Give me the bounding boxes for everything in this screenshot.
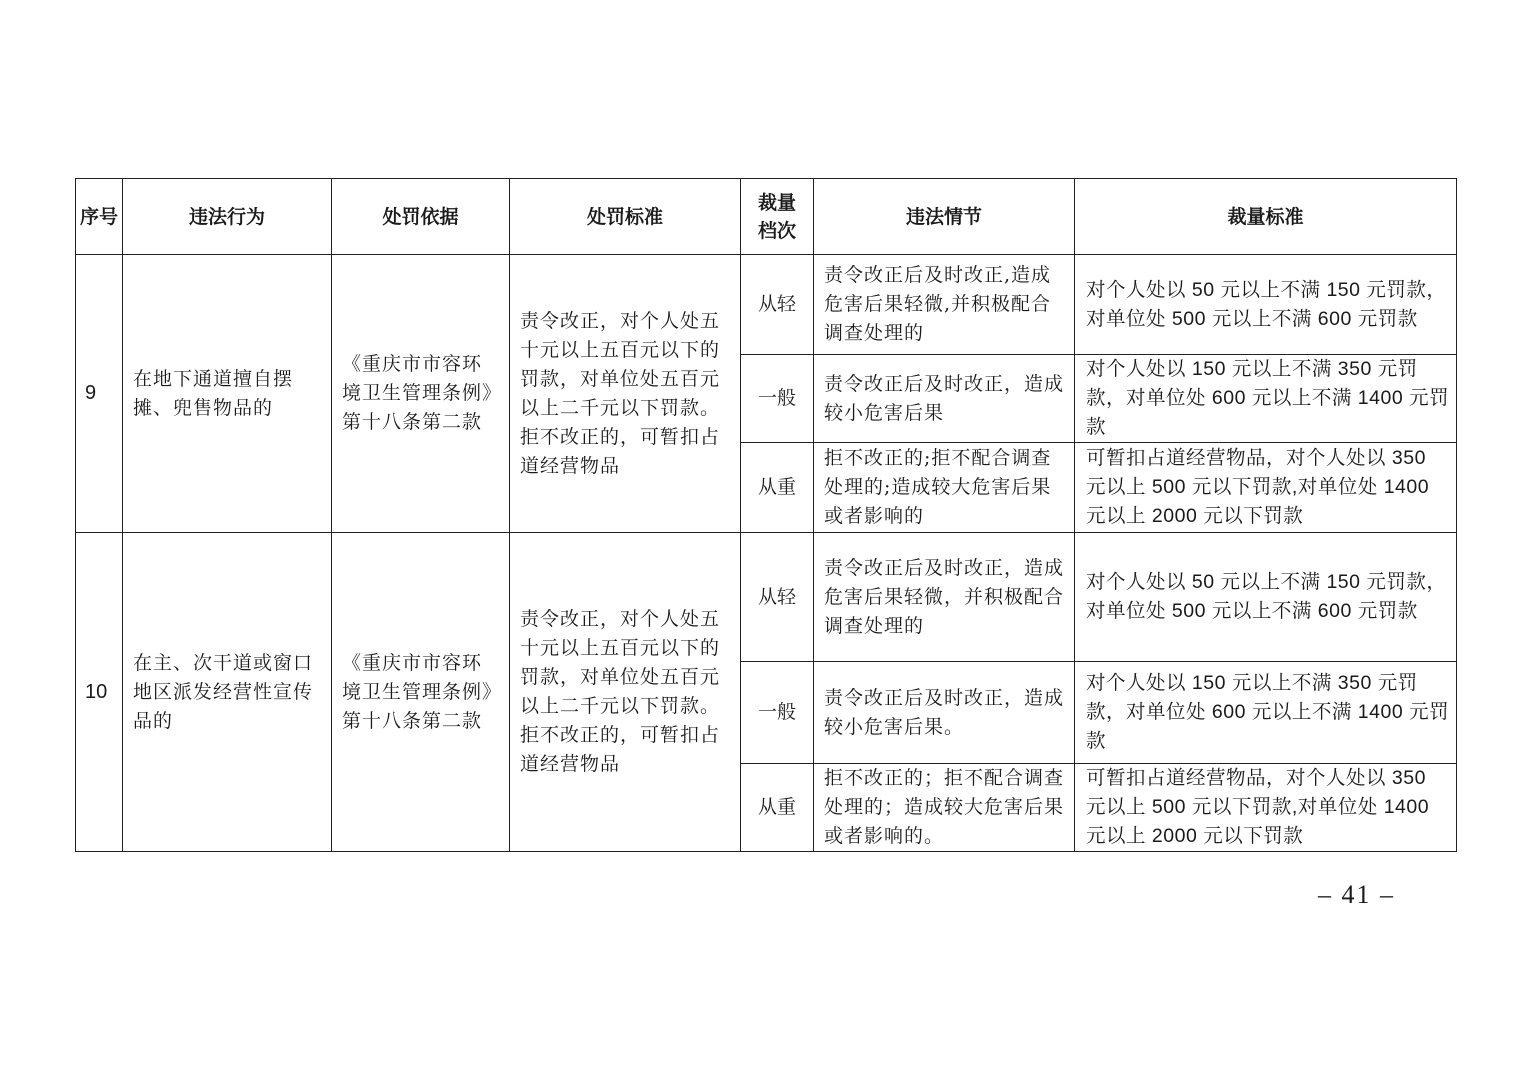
- discretion-standard-table: [75, 178, 1457, 852]
- level-label: 从重: [741, 443, 814, 533]
- discretion-cell: 可暂扣占道经营物品，对个人处以 350 元以上 500 元以下罚款,对单位处 1400 元以上 2000 元以下罚款: [1075, 443, 1457, 533]
- circumstance-cell: 责令改正后及时改正，造成较小危害后果: [814, 355, 1075, 443]
- discretion-cell: 对个人处以 150 元以上不满 350 元罚款，对单位处 600 元以上不满 1400 元罚款: [1075, 662, 1457, 764]
- circumstance-cell: 拒不改正的;拒不配合调查处理的;造成较大危害后果或者影响的: [814, 443, 1075, 533]
- header-violation: 违法行为: [123, 179, 332, 255]
- row-seq: 10: [76, 533, 123, 852]
- row-standard: 责令改正，对个人处五十元以上五百元以下的罚款，对单位处五百元以上二千元以下罚款。拒不改正的，可暂扣占道经营物品: [510, 255, 741, 533]
- row-standard: 责令改正，对个人处五十元以上五百元以下的罚款，对单位处五百元以上二千元以下罚款。拒不改正的，可暂扣占道经营物品: [510, 533, 741, 852]
- discretion-cell: 对个人处以 150 元以上不满 350 元罚款，对单位处 600 元以上不满 1400 元罚款: [1075, 355, 1457, 443]
- circumstance-cell: 拒不改正的；拒不配合调查处理的；造成较大危害后果或者影响的。: [814, 764, 1075, 852]
- header-circumstance: 违法情节: [814, 179, 1075, 255]
- level-label: 一般: [741, 662, 814, 764]
- header-basis: 处罚依据: [332, 179, 510, 255]
- row-violation: 在地下通道擅自摆摊、兜售物品的: [123, 255, 332, 533]
- discretion-cell: 可暂扣占道经营物品，对个人处以 350 元以上 500 元以下罚款,对单位处 1400 元以上 2000 元以下罚款: [1075, 764, 1457, 852]
- circumstance-cell: 责令改正后及时改正，造成较小危害后果。: [814, 662, 1075, 764]
- row-seq: 9: [76, 255, 123, 533]
- row-basis: 《重庆市市容环境卫生管理条例》第十八条第二款: [332, 255, 510, 533]
- level-label: 一般: [741, 355, 814, 443]
- header-discretion: 裁量标准: [1075, 179, 1457, 255]
- table-header-row: [76, 179, 1457, 255]
- circumstance-cell: 责令改正后及时改正,造成危害后果轻微,并积极配合调查处理的: [814, 255, 1075, 355]
- level-label: 从重: [741, 764, 814, 852]
- level-label: 从轻: [741, 255, 814, 355]
- page-number: – 41 –: [1318, 880, 1395, 909]
- row-basis: 《重庆市市容环境卫生管理条例》第十八条第二款: [332, 533, 510, 852]
- row-violation: 在主、次干道或窗口地区派发经营性宣传品的: [123, 533, 332, 852]
- table-row: [76, 533, 1457, 662]
- circumstance-cell: 责令改正后及时改正，造成危害后果轻微，并积极配合调查处理的: [814, 533, 1075, 662]
- discretion-cell: 对个人处以 50 元以上不满 150 元罚款，对单位处 500 元以上不满 600 元罚款: [1075, 533, 1457, 662]
- table-row: [76, 255, 1457, 355]
- header-seq: 序号: [76, 179, 123, 255]
- discretion-cell: 对个人处以 50 元以上不满 150 元罚款，对单位处 500 元以上不满 600 元罚款: [1075, 255, 1457, 355]
- header-level: 裁量档次: [741, 179, 814, 255]
- level-label: 从轻: [741, 533, 814, 662]
- header-standard: 处罚标准: [510, 179, 741, 255]
